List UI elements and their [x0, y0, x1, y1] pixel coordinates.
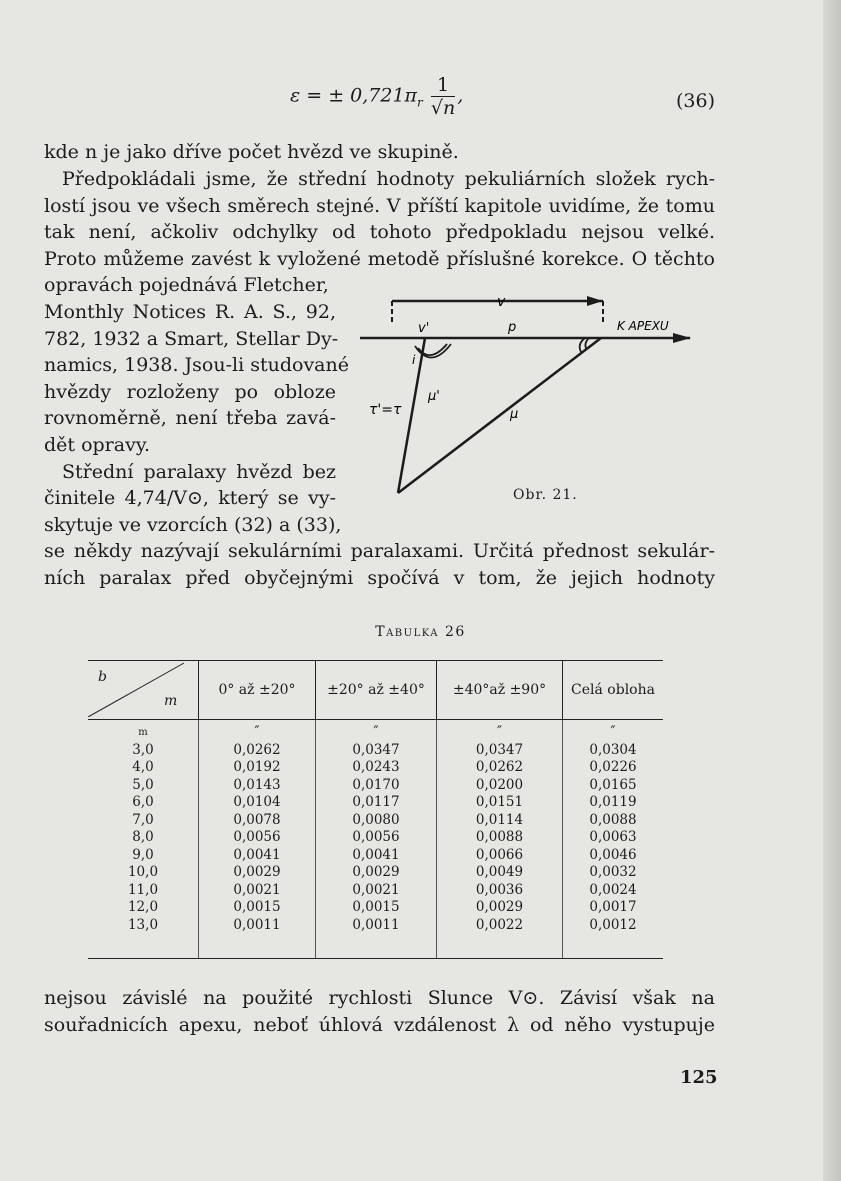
- table-row: [88, 794, 663, 812]
- table-cell: 3,0: [132, 741, 154, 758]
- table-cell: 0,0024: [563, 882, 664, 900]
- table-row: [88, 864, 663, 882]
- table-cell: 0,0226: [563, 759, 664, 777]
- table-cell: 0,0243: [316, 759, 437, 777]
- equation-number: (36): [676, 90, 716, 112]
- text-line: opravách pojednává Fletcher,: [44, 274, 329, 297]
- table-cell: 5,0: [132, 776, 154, 793]
- v-arrowhead: [587, 296, 603, 306]
- text-line: Předpokládali jsme, že střední hodnoty pekuliárních složek rych-: [62, 168, 715, 190]
- table-cell: 0,0011: [199, 917, 316, 939]
- table-cell: 0,0170: [316, 777, 437, 795]
- table-cell: ″: [316, 720, 437, 742]
- table-cell: 0,0015: [199, 899, 316, 917]
- text-line: namics, 1938. Jsou-li studované: [44, 354, 349, 377]
- text-line: tak není, ačkoliv odchylky od tohoto předpokladu nejsou velké.: [44, 221, 715, 244]
- table-row: [88, 759, 663, 777]
- table-row: [88, 829, 663, 847]
- table-cell: 0,0119: [563, 794, 664, 812]
- paragraph-3-column: [44, 459, 342, 539]
- table-cell: 13,0: [127, 916, 159, 933]
- equation-trail: ,: [457, 84, 464, 107]
- table-cell: 0,0200: [437, 777, 563, 795]
- table-header-row: [88, 661, 663, 720]
- table-cell: 0,0347: [437, 742, 563, 760]
- paragraph-3: [44, 538, 715, 591]
- table-cell: 4,0: [132, 759, 154, 775]
- table-cell: 0,0117: [316, 794, 437, 812]
- table-cell: 0,0011: [316, 917, 437, 939]
- table-cell: 0,0041: [316, 847, 437, 865]
- table-title: Tabulka 26: [375, 624, 466, 640]
- table-row: [88, 742, 663, 760]
- text-line: kde n je jako dříve počet hvězd ve skupině.: [44, 141, 459, 163]
- table-cell: 0,0017: [563, 899, 664, 917]
- table-cell: 11,0: [127, 881, 159, 898]
- unit-row: [88, 720, 663, 742]
- text-line: činitele 4,74/V⊙, který se vy-: [44, 487, 336, 510]
- table-cell: ″: [199, 720, 316, 742]
- table-row: [88, 882, 663, 900]
- table-cell: 7,0: [132, 811, 154, 828]
- table-cell: 0,0029: [199, 864, 316, 882]
- column-header: ±40°až ±90°: [437, 661, 563, 720]
- table-cell: 0,0056: [316, 829, 437, 847]
- table-26: [88, 660, 663, 959]
- table-cell: 0,0192: [199, 759, 316, 777]
- table-cell: 0,0088: [437, 829, 563, 847]
- text-line: nejsou závislé na použité rychlosti Slunce V⊙. Závisí však na: [44, 987, 715, 1009]
- table-cell: 0,0056: [199, 829, 316, 847]
- table-cell: ″: [437, 720, 563, 742]
- text-line: Střední paralaxy hvězd bez: [62, 460, 336, 483]
- table-cell: 0,0151: [437, 794, 563, 812]
- column-header: Celá obloha: [563, 661, 664, 720]
- figure-caption: Obr. 21.: [513, 487, 578, 503]
- paragraph-2-column: [44, 272, 349, 458]
- table-cell: 0,0049: [437, 864, 563, 882]
- corner-b-label: b: [98, 669, 107, 685]
- table-cell: 0,0088: [563, 812, 664, 830]
- equation-numerator: 1: [431, 74, 455, 97]
- table-cell: 0,0041: [199, 847, 316, 865]
- table-cell: 0,0066: [437, 847, 563, 865]
- table-cell: 0,0143: [199, 777, 316, 795]
- table-cell: 0,0046: [563, 847, 664, 865]
- table-row: [88, 899, 663, 917]
- label-mu: μ: [510, 407, 519, 422]
- table-row: [88, 777, 663, 795]
- mu-side: [398, 338, 601, 493]
- text-line: se někdy nazývají sekulárními paralaxami. Určitá přednost sekulár-: [44, 540, 715, 563]
- table-bottom-spacer: [88, 938, 663, 959]
- table-row: [88, 917, 663, 939]
- table-cell: 9,0: [132, 846, 154, 863]
- table-cell: 0,0080: [316, 812, 437, 830]
- page-number: 125: [680, 1067, 718, 1088]
- text-line: 782, 1932 a Smart, Stellar Dy-: [44, 327, 339, 350]
- table-cell: ″: [563, 720, 664, 742]
- label-p: p: [508, 320, 517, 335]
- text-line: souřadnicích apexu, neboť úhlová vzdálenost λ od něho vystupuje: [44, 1013, 715, 1036]
- column-header: 0° až ±20°: [199, 661, 316, 720]
- text-line: lostí jsou ve všech směrech stejné. V příští kapitole uvidíme, že tomu: [44, 194, 715, 217]
- table-cell: 0,0012: [563, 917, 664, 939]
- label-i: i: [412, 353, 416, 367]
- text-line: skytuje ve vzorcích (32) a (33),: [44, 513, 342, 536]
- label-apex: K APEXU: [617, 319, 669, 333]
- table-cell: 0,0262: [199, 742, 316, 760]
- table-cell: 0,0078: [199, 812, 316, 830]
- table-cell: 12,0: [127, 899, 159, 915]
- table-cell: 0,0036: [437, 882, 563, 900]
- table-cell: 0,0029: [437, 899, 563, 917]
- table-cell: 0,0262: [437, 759, 563, 777]
- corner-m-label: m: [164, 693, 178, 709]
- table-cell: m: [138, 726, 148, 738]
- paragraph-1: [44, 139, 715, 166]
- text-line: rovnoměrně, není třeba zavá-: [44, 407, 336, 430]
- table-row: [88, 812, 663, 830]
- column-header: ±20° až ±40°: [316, 661, 437, 720]
- label-mu-prime: μ': [428, 389, 440, 404]
- table-cell: 10,0: [127, 864, 159, 880]
- table-cell: 0,0015: [316, 899, 437, 917]
- table-cell: 0,0021: [316, 882, 437, 900]
- page-edge-shadow: [823, 0, 841, 1181]
- text-line: hvězdy rozloženy po obloze: [44, 380, 336, 403]
- label-tau: τ'=τ: [369, 402, 402, 418]
- text-line: Proto můžeme zavést k vyložené metodě příslušné korekce. O těchto: [44, 247, 715, 270]
- paragraph-4: [44, 985, 715, 1038]
- table-cell: 0,0347: [316, 742, 437, 760]
- equation-denominator: √n: [430, 97, 456, 119]
- table-cell: 0,0165: [563, 777, 664, 795]
- text-line: ních paralax před obyčejnými spočívá v tom, že jejich hodnoty: [44, 566, 715, 589]
- equation-fraction: [431, 74, 455, 119]
- text-line: Monthly Notices R. A. S., 92,: [44, 300, 336, 323]
- table-cell: 8,0: [132, 829, 154, 845]
- table-row: [88, 847, 663, 865]
- table-cell: 6,0: [132, 794, 154, 810]
- label-v: v: [497, 294, 506, 310]
- equation-lhs: ε = ± 0,721π: [290, 84, 418, 107]
- corner-header: [88, 661, 199, 720]
- table-cell: 0,0114: [437, 812, 563, 830]
- table-cell: 0,0022: [437, 917, 563, 939]
- paragraph-2: [44, 166, 715, 272]
- table-cell: 0,0029: [316, 864, 437, 882]
- table-cell: 0,0304: [563, 742, 664, 760]
- table-cell: 0,0021: [199, 882, 316, 900]
- table-cell: 0,0104: [199, 794, 316, 812]
- table-cell: 0,0032: [563, 864, 664, 882]
- table-cell: 0,0063: [563, 829, 664, 847]
- text-line: dět opravy.: [44, 433, 151, 456]
- equation-36: [290, 74, 463, 119]
- label-v-prime: v': [418, 321, 430, 336]
- equation-subscript: r: [417, 95, 423, 110]
- apex-arrowhead: [673, 333, 691, 343]
